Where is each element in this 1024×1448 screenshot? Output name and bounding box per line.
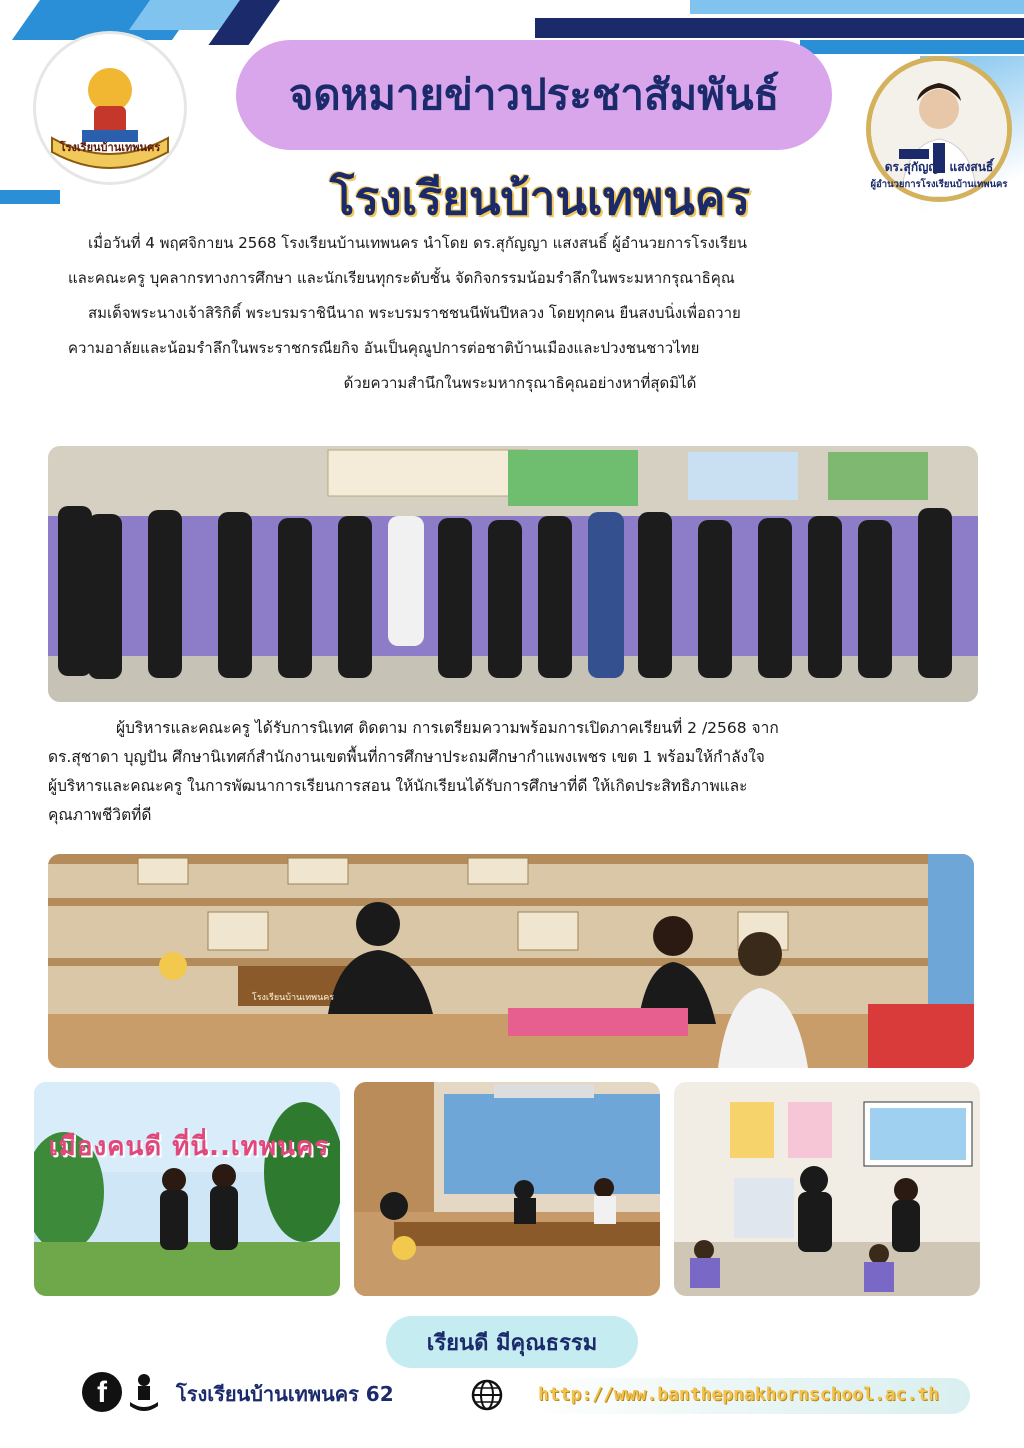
article-1-line: ด้วยความสำนึกในพระมหากรุณาธิคุณอย่างหาที่สุดมิได้ bbox=[343, 374, 697, 392]
emblem-icon bbox=[128, 1370, 160, 1414]
article-1-line: เมื่อวันที่ 4 พฤศจิกายน 2568 โรงเรียนบ้านเทพนคร นำโดย ดร.สุกัญญา แสงสนธิ์ ผู้อำนวยการโรงเรียน bbox=[88, 234, 748, 252]
facebook-page-name[interactable]: โรงเรียนบ้านเทพนคร 62 bbox=[176, 1382, 394, 1406]
director-caption-role: ผู้อำนวยการโรงเรียนบ้านเทพนคร bbox=[870, 179, 1008, 190]
school-sign-text: เมืองคนดี ที่นี่..เทพนคร bbox=[48, 1132, 330, 1162]
newsletter-title: จดหมายข่าวประชาสัมพันธ์ bbox=[288, 70, 780, 119]
director-caption-name: ดร.สุกัญญา แสงสนธิ์ bbox=[884, 160, 994, 174]
school-name-title: โรงเรียนบ้านเทพนคร bbox=[329, 171, 751, 225]
desk-sign: โรงเรียนบ้านเทพนคร bbox=[251, 993, 335, 1003]
article-2-line: คุณภาพชีวิตที่ดี bbox=[48, 806, 152, 824]
photo-office-meeting bbox=[48, 854, 974, 1068]
globe-icon bbox=[470, 1378, 504, 1412]
photo-classroom-meeting bbox=[354, 1082, 660, 1296]
photo-classroom-students bbox=[674, 1082, 980, 1296]
article-1-line: สมเด็จพระนางเจ้าสิริกิติ์ พระบรมราชินีนาถ พระบรมราชชนนีพันปีหลวง โดยทุกคน ยืนสงบนิ่งเพื่อถวาย bbox=[88, 304, 741, 322]
article-2 bbox=[48, 714, 978, 830]
photo-school-sign bbox=[34, 1082, 340, 1296]
photo-assembly bbox=[48, 446, 978, 702]
facebook-icon[interactable]: f bbox=[82, 1372, 122, 1412]
school-logo bbox=[36, 34, 184, 182]
article-2-line: ผู้บริหารและคณะครู ในการพัฒนาการเรียนการสอน ให้นักเรียนได้รับการศึกษาที่ดี ให้เกิดประสิทธิภาพและ bbox=[48, 777, 748, 795]
newsletter-title-banner bbox=[236, 40, 832, 150]
website-link[interactable]: http://www.banthepnakhornschool.ac.th bbox=[538, 1384, 939, 1405]
article-2-line: ผู้บริหารและคณะครู ได้รับการนิเทศ ติดตาม การเตรียมความพร้อมการเปิดภาคเรียนที่ 2 /2568 จาก bbox=[116, 719, 779, 737]
motto-banner bbox=[386, 1316, 638, 1368]
motto-text: เรียนดี มีคุณธรรม bbox=[426, 1330, 598, 1356]
article-1 bbox=[60, 226, 980, 401]
director-caption bbox=[866, 158, 1012, 192]
article-1-line: ความอาลัยและน้อมรำลึกในพระราชกรณียกิจ อันเป็นคุณูปการต่อชาติบ้านเมืองและปวงชนชาวไทย bbox=[68, 339, 700, 357]
article-2-line: ดร.สุชาดา บุญปัน ศึกษานิเทศก์สำนักงานเขตพื้นที่การศึกษาประถมศึกษากำแพงเพชร เขต 1 พร้อมให้กำลังใจ bbox=[48, 748, 765, 766]
logo-label: โรงเรียนบ้านเทพนคร bbox=[59, 141, 161, 154]
article-1-line: และคณะครู บุคลากรทางการศึกษา และนักเรียนทุกระดับชั้น จัดกิจกรรมน้อมรำลึกในพระมหากรุณาธิคุณ bbox=[68, 269, 735, 287]
